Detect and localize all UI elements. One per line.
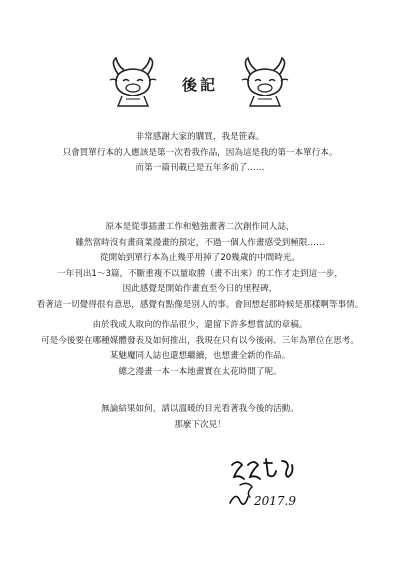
text-line: 雖然當時沒有畫商業漫畫的預定，不過一個人作畫感受到極限…… (75, 237, 325, 248)
paragraph-future-plans (0, 318, 400, 380)
text-line: 原本是從事插畫工作和勉強畫著二次創作同人誌， (105, 222, 295, 232)
afterword-header (0, 52, 400, 112)
text-line: 一年刊出1～3篇，不斷重複不以量取勝（畫不出來）的工作才走到這一步， (57, 268, 343, 279)
horned-creature-icon (236, 52, 294, 110)
text-line: 那麼下次見！ (174, 419, 226, 430)
text-line: 只會買單行本的人應該是第一次看我作品，因為這是我的第一本單行本。 (62, 147, 338, 158)
paragraph-closing (0, 402, 400, 433)
text-line: 看著這一切覺得很有意思，感覺有點像是別人的事。會回想起那時候是那樣啊等事情。 (36, 299, 364, 310)
page-title: 後記 (181, 76, 218, 94)
text-line: 而第一篇刊載已是五年多前了…… (135, 163, 265, 174)
text-line: 非常感謝大家的購買，我是笹森。 (135, 132, 265, 142)
text-line: 從開始到單行本為止幾乎用掉了20幾歲的中間時光。 (100, 253, 300, 264)
paragraph-greeting (0, 130, 400, 177)
paragraph-history (0, 220, 400, 314)
author-signature (226, 455, 304, 513)
text-line: 總之漫畫一本一本地畫實在太花時間了呢。 (118, 366, 282, 377)
text-line: 因此感覺是開始作畫直至今日的里程碑， (122, 284, 278, 295)
horned-creature-icon (104, 52, 162, 110)
text-line: 無論結果如何，請以溫暖的目光看著我今後的活動。 (101, 404, 299, 414)
text-line: 由於我成人取向的作品很少，還留下許多想嘗試的章稿。 (92, 320, 308, 330)
text-line: 可是今後要在哪種媒體發表及如何推出，我現在只有以今後兩、三年為單位在思考。 (41, 335, 359, 346)
signature-date: 2017.9 (254, 494, 296, 508)
text-line: 某魅魔同人誌也還想繼續，也想畫全新的作品。 (109, 351, 291, 362)
